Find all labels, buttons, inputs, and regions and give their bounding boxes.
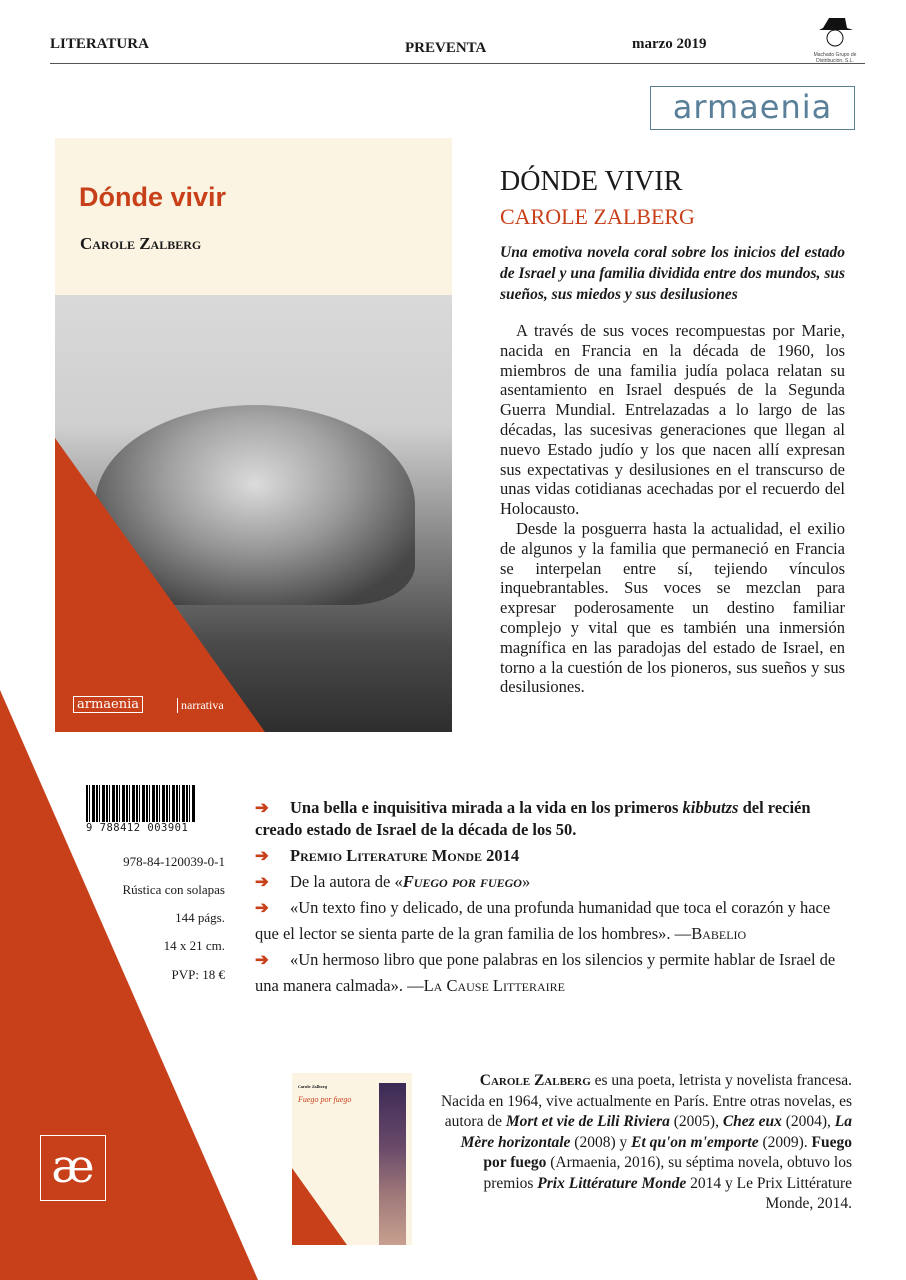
arrow-icon: ➔ — [255, 846, 269, 865]
cover-author: Carole Zalberg — [80, 234, 202, 253]
armaenia-logo: armaenia — [650, 86, 855, 130]
arrow-icon: ➔ — [255, 950, 269, 969]
dimensions: 14 x 21 cm. — [163, 938, 225, 953]
barcode: 9 788412 003901 — [86, 785, 196, 834]
book-info — [500, 166, 845, 697]
cover-collection: narrativa — [177, 698, 224, 713]
arrow-icon: ➔ — [255, 798, 269, 817]
highlight-item: ➔ De la autora de «Fuego por fuego» — [255, 869, 855, 895]
cover-title: Dónde vivir — [79, 182, 227, 212]
small-book-cover: Carole Zalberg Fuego por fuego — [292, 1073, 412, 1245]
highlight-item: ➔ «Un hermoso libro que pone palabras en los silencios y permite hablar de Israel de una manera calmada». —La Cause Litteraire — [255, 947, 855, 999]
binding: Rústica con solapas — [122, 882, 225, 897]
status-label: PREVENTA — [405, 40, 487, 56]
pages: 144 págs. — [175, 910, 225, 925]
highlights-list — [255, 797, 855, 999]
isbn: 978-84-120039-0-1 — [123, 854, 225, 869]
author-bio: Carole Zalberg es una poeta, letrista y novelista francesa. Nacida en 1964, vive actualmente en París. Entre otras novelas, es autora de Mort et vie de Lili Riviera (2005), Chez eux (2004), La Mère horizontale (2008) y Et qu'on m'emporte (2009). Fuego por fuego (Armaenia, 2016), su séptima novela, obtuvo los premios Prix Littérature Monde 2014 y Le Prix Littérature Monde, 2014. — [440, 1072, 852, 1212]
cover-logo: armaenia — [73, 696, 143, 713]
date-label: marzo 2019 — [632, 36, 707, 52]
hat-man-icon — [815, 14, 855, 48]
book-cover — [55, 138, 452, 732]
header-divider — [50, 63, 865, 64]
book-author: CAROLE ZALBERG — [500, 204, 695, 229]
highlight-item: ➔ «Un texto fino y delicado, de una profunda humanidad que toca el corazón y hace que el lector se sienta parte de la gran familia de los hombres». —Babelio — [255, 895, 855, 947]
highlight-item: ➔ Premio Literature Monde 2014 — [255, 843, 855, 869]
synopsis-paragraph: A través de sus voces recompuestas por Marie, nacida en Francia en la década de 1960, los miembros de una familia judía polaca relatan su asentamiento en Israel después de la Segunda Guerra Mundial. Entrelazadas a lo largo de las décadas, las sucesivas generaciones que llegan al nuevo Estado judío y los que nacen allí expresan sus expectativas y desilusiones en el transcurso de unas vidas cotidianas acechadas por el recuerdo del Holocausto. — [500, 321, 845, 519]
ae-logo: æ — [40, 1135, 106, 1201]
distributor-logo: Machado Grupo de Distribución, S.L. — [800, 14, 870, 64]
arrow-icon: ➔ — [255, 898, 269, 917]
arrow-icon: ➔ — [255, 872, 269, 891]
section-label: LITERATURA — [50, 36, 149, 52]
book-title: DÓNDE VIVIR — [500, 166, 683, 197]
synopsis-paragraph: Desde la posguerra hasta la actualidad, el exilio de algunos y la familia que permaneció en Francia se interpelan entre sí, tejiendo vínculos inquebrantables. Sus voces se mezclan para expresar poderosamente un destino familiar complejo y vital que es también una inmersión magnífica en las paradojas del estado de Israel, en torno a la cuestión de los pioneros, sus sueños y sus desilusiones. — [500, 518, 845, 697]
tagline: Una emotiva novela coral sobre los inicios del estado de Israel y una familia dividida entre dos mundos, sus sueños, sus miedos y sus desilusiones — [500, 244, 845, 303]
highlight-item: ➔ Una bella e inquisitiva mirada a la vida en los primeros kibbutzs del recién creado estado de Israel de la década de los 50. — [255, 798, 811, 839]
price: PVP: 18 € — [171, 967, 225, 982]
